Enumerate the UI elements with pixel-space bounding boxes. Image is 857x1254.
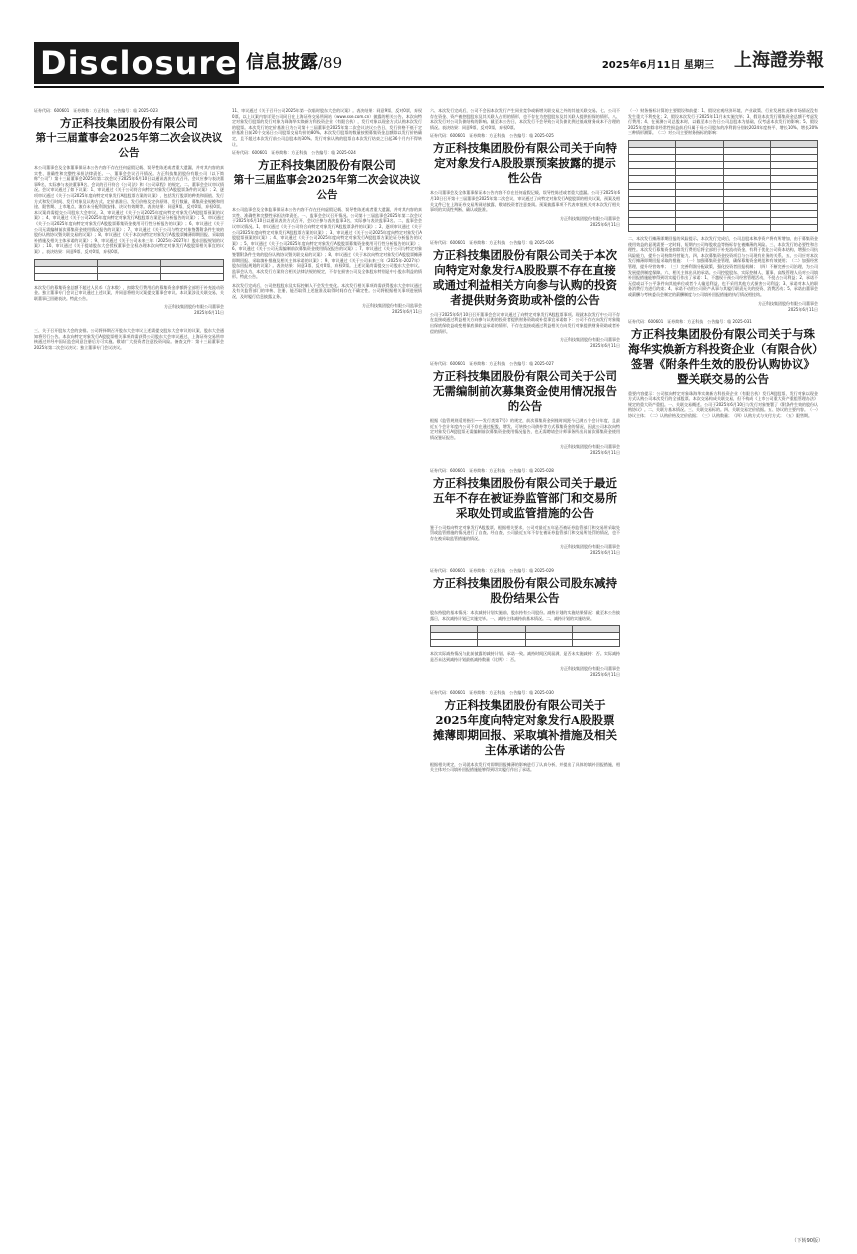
- section-title: [246, 48, 342, 74]
- notice-dilution: [430, 690, 620, 773]
- notice-title: 方正科技集团股份有限公司关于2025年度向特定对象发行A股股票摊薄即期回报、采取填补措施及相关主体承诺的公告: [433, 697, 617, 757]
- notice-title: 方正科技集团股份有限公司 第十三届董事会2025年第二次会议决议公告: [35, 116, 223, 159]
- notice-code: 证券代码：600601 证券简称：方正科技 公告编号：临 2025-028: [430, 467, 554, 473]
- signature: 方正科技集团股份有限公司监事会 2025年6月11日: [362, 302, 422, 314]
- notice-body-continued: 六、本次发行完成后，公司不会因本次发行产生同业竞争或新增关联交易之外的其他关联交易。七、公司不存在资金、资产被控股股东及其关联人占用的情形，也不存在为控股股东及其关联人提供担保的情形。八、本次发行对公司负债结构的影响。截至本公告日，本次发行不会导致公司负债比例过低或财务成本不合理的情况。表决结果：同意9票，反对0票，弃权0票。: [430, 108, 620, 130]
- financial-table: [34, 259, 224, 281]
- signature: 方正科技集团股份有限公司董事会 2025年6月11日: [560, 215, 620, 227]
- column-4: [628, 108, 818, 1236]
- notice-body-continued: 三、关于召开股东大会的安排。公司将择期召开股东大会审议上述需提交股东大会审议的议案，股东大会通知将另行公告。本次向特定对象发行A股股票相关事项尚需获得公司股东大会审议通过、上海证券交易所审核通过并经中国证监会同意注册后方可实施。敬请广大投资者注意投资风险。备查文件：第十三届董事会2025年第二次会议决议；独立董事专门会议决议。: [34, 328, 224, 351]
- notice-shareholder-reduction: [430, 568, 620, 677]
- notice-subscription-agreement: [628, 319, 818, 419]
- page-header: [34, 42, 824, 88]
- notice-body: 本次发行的募集资金总额不超过人民币（含本数），扣除发行费用后的募集资金净额将全部用于补充流动资金。独立董事专门会议已审议通过上述议案，并同意将相关议案提交董事会审议。本议案涉及关联交易，关联董事已回避表决。特此公告。: [34, 284, 224, 301]
- notice-code: 证券代码：600601 证券简称：方正科技 公告编号：临 2025-024: [232, 150, 356, 156]
- signature: 方正科技集团股份有限公司董事会 2025年6月11日: [560, 443, 620, 455]
- financial-impact-table: [628, 140, 818, 232]
- notice-code: 证券代码：600601 证券简称：方正科技 公告编号：临 2025-029: [430, 568, 554, 574]
- notice-body-continued: 11、审议通过《关于召开公司2025年第一次临时股东大会的议案》。表决结果：同意9票，反对0票，弃权0票。以上议案内容详见公司同日在上海证券交易所网站（www.sse.com.cn）披露的相关公告。本次向特定对象发行股票的发行对象为珠海华实焕新方科投资企业（有限合伙），发行对象以现金方式认购本次发行的股票。本次发行的定价基准日为公司第十三届董事会2025年第二次会议决议公告日，发行价格不低于定价基准日前20个交易日公司股票交易均价的80%。本次发行股票的数量按照募集资金总额除以发行价格确定，且不超过本次发行前公司总股本的30%。发行对象认购的股票自本次发行结束之日起36个月内不得转让。: [232, 108, 422, 147]
- continued-footer: （下转90版）: [791, 1238, 823, 1244]
- signature: 方正科技集团股份有限公司董事会 2025年6月11日: [560, 544, 620, 556]
- notice-title: 方正科技集团股份有限公司关于本次向特定对象发行A股股票不存在直接或通过利益相关方向参与认购的投资者提供财务资助或补偿的公告: [433, 247, 617, 307]
- notice-body: 鉴于公司拟向特定对象发行A股股票，根据相关要求，公司对最近五年是否被证券监管部门和交易所采取处罚或监管措施的情况进行了自查。经自查，公司最近五年不存在被证券监管部门和交易所处罚的情况，也不存在被采取监管措施的情况。: [430, 524, 620, 541]
- notice-body: 重要内容提示：公司拟向特定对象珠海华实焕新方科投资企业（有限合伙）发行A股股票，发行对象以现金方式认购公司本次发行的全部股票。本次交易构成关联交易，但不构成《上市公司重大资产重组管理办法》规定的重大资产重组。一、关联交易概述。公司于2025年6月10日与发行对象签署了《附条件生效的股份认购协议》。二、关联方基本情况。三、关联交易标的。四、关联交易定价依据。五、协议的主要内容。（一）协议主体；（二）认购价格及定价依据；（三）认购数量；（四）认购方式与支付方式；（五）限售期。: [628, 390, 818, 418]
- notice-body-continued: （一）财务指标计算的主要假设和前提：1、假设宏观经济环境、产业政策、行业发展状况和市场情况没有发生重大不利变化；2、假设本次发行于2025年11月末实施完毕；3、假设本次发行募集资金总额不考虑发行费用；4、在预测公司总股本时，以截至本公告日公司总股本为基础，仅考虑本次发行的影响；5、假设2025年度扣除非经常性损益前后归属于母公司股东的净利润分别较2024年度持平、增长10%、增长20%三种情形测算。（二）对公司主要财务指标的影响：: [628, 108, 818, 136]
- notice-no-penalties: [430, 468, 620, 557]
- column-1: [34, 108, 224, 1236]
- notice-code: 证券代码：600601 证券简称：方正科技 公告编号：临 2025-031: [628, 318, 752, 324]
- notice-code: 证券代码：600601 证券简称：方正科技 公告编号：临 2025-027: [430, 361, 554, 367]
- notice-code: 证券代码：600601 证券简称：方正科技 公告编号：临 2025-026: [430, 239, 554, 245]
- notice-body: 本公司监事会及全体监事保证本公告内容不存在任何虚假记载、误导性陈述或者重大遗漏，并对其内容的真实性、准确性和完整性承担法律责任。一、监事会会议召开情况。公司第十三届监事会2025年第二次会议于2025年6月10日以通讯表决方式召开，会议应参与表决监事3名，实际参与表决监事3名。二、监事会会议审议情况。1、审议通过《关于公司符合向特定对象发行A股股票条件的议案》；2、逐项审议通过《关于公司2025年度向特定对象发行A股股票方案的议案》；3、审议通过《关于公司2025年度向特定对象发行A股股票预案的议案》；4、审议通过《关于公司2025年度向特定对象发行A股股票方案论证分析报告的议案》；5、审议通过《关于公司2025年度向特定对象发行A股股票募集资金使用可行性分析报告的议案》；6、审议通过《关于公司无需编制前次募集资金使用情况报告的议案》；7、审议通过《关于公司与特定对象签署附条件生效的股份认购协议暨关联交易的议案》；8、审议通过《关于本次向特定对象发行A股股票摊薄即期回报、采取填补措施及相关主体承诺的议案》；9、审议通过《关于公司未来三年（2025年-2027年）股东回报规划的议案》。表决结果：同意3票，反对0票，弃权0票。上述议案尚需提交公司股东大会审议。监事会认为，本次发行方案符合相关法律法规的规定，不存在损害公司及全体股东特别是中小股东利益的情形。特此公告。: [232, 207, 422, 280]
- notice-body: 本次实际减持情况与此前披露的减持计划、承诺一致。减持时间区间届满，是否未实施减持：否。实际减持是否未达到减持计划最低减持数量（比例）：否。: [430, 651, 620, 663]
- notice-body: 本公司董事会及全体董事保证本公告内容不存在任何虚假记载、误导性陈述或者重大遗漏，并对其内容的真实性、准确性和完整性承担法律责任。一、董事会会议召开情况。方正科技集团股份有限公司（以下简称“公司”）第十三届董事会2025年第二次会议于2025年6月10日以通讯表决方式召开。会议应参与表决董事9名，实际参与表决董事9名，会议的召开符合《公司法》和《公司章程》的规定。二、董事会会议审议情况。会议审议通过了如下议案：1、审议通过《关于公司符合向特定对象发行A股股票条件的议案》；2、逐项审议通过《关于公司2025年度向特定对象发行A股股票方案的议案》，包括发行股票的种类和面值、发行方式和发行时间、发行对象及认购方式、定价基准日、发行价格及定价原则、发行数量、募集资金规模和用途、限售期、上市地点、滚存未分配利润安排、决议有效期等。表决结果：同意9票，反对0票，弃权0票。本议案尚需提交公司股东大会审议。3、审议通过《关于公司2025年度向特定对象发行A股股票预案的议案》；4、审议通过《关于公司2025年度向特定对象发行A股股票方案论证分析报告的议案》；5、审议通过《关于公司2025年度向特定对象发行A股股票募集资金使用可行性分析报告的议案》；6、审议通过《关于公司无需编制前次募集资金使用情况报告的议案》；7、审议通过《关于公司与特定对象签署附条件生效的股份认购协议暨关联交易的议案》；8、审议通过《关于本次向特定对象发行A股股票摊薄即期回报、采取填补措施及相关主体承诺的议案》；9、审议通过《关于公司未来三年（2025年-2027年）股东回报规划的议案》；10、审议通过《关于提请股东大会授权董事会全权办理本次向特定对象发行A股股票相关事宜的议案》。表决结果：同意9票，反对0票，弃权0票。: [34, 165, 224, 254]
- notice-body: 本公司董事会及全体董事保证本公告内容不存在任何虚假记载、误导性陈述或者重大遗漏。公司于2025年6月10日召开第十三届董事会2025年第二次会议，审议通过了向特定对象发行A股股票的相关议案，预案及相关文件已在上海证券交易所网站披露，敬请投资者注意查阅。预案披露事项不代表审批机关对本次发行相关事项的实质性判断、确认或批准。: [430, 190, 620, 213]
- notice-board-resolution: [34, 108, 224, 316]
- signature: 方正科技集团股份有限公司董事会 2025年6月11日: [560, 337, 620, 349]
- notice-title: 方正科技集团股份有限公司关于与珠海华实焕新方科投资企业（有限合伙）签署《附条件生效的股份认购协议》暨关联交易的公告: [628, 326, 818, 386]
- notice-title: 方正科技集团股份有限公司关于最近五年不存在被证券监管部门和交易所采取处罚或监管措施的公告: [433, 475, 617, 520]
- notice-code: 证券代码：600601 证券简称：方正科技 公告编号：临 2025-023: [34, 108, 158, 113]
- holding-table: [430, 625, 620, 647]
- signature: 方正科技集团股份有限公司董事会 2025年6月11日: [164, 304, 224, 316]
- column-2: [232, 108, 422, 1236]
- notice-title: 方正科技集团股份有限公司关于公司无需编制前次募集资金使用情况报告的公告: [433, 369, 617, 414]
- issue-date: 2025年6月11日 星期三: [601, 60, 714, 71]
- notice-title: 方正科技集团股份有限公司股东减持股份结果公告: [433, 576, 617, 606]
- column-3: [430, 108, 620, 1236]
- section-name: 信息披露: [246, 52, 318, 73]
- signature: 方正科技集团股份有限公司董事会 2025年6月11日: [758, 300, 818, 312]
- notice-no-financial-assistance: [430, 240, 620, 349]
- notice-body: 根据相关规定，公司就本次发行对即期回报摊薄的影响进行了认真分析，并提出了具体的填补回报措施，相关主体对公司填补回报措施能够得到切实履行作出了承诺。: [430, 761, 620, 773]
- signature: 方正科技集团股份有限公司董事会 2025年6月11日: [560, 665, 620, 677]
- disclosure-banner: Disclosure: [34, 42, 239, 84]
- notice-title: 方正科技集团股份有限公司关于向特定对象发行A股股票预案披露的提示性公告: [433, 141, 617, 186]
- notice-body: 根据《监管规则适用指引——发行类第7号》的规定，前次募集资金到账时间距今已满五个会计年度，且最近五个会计年度内公司不存在通过配股、增发、可转换公司债券等方式募集资金的情况，因此公司本次向特定对象发行A股股票无需编制前次募集资金使用情况报告，也无需聘请会计师事务所出具前次募集资金使用情况鉴证报告。: [430, 418, 620, 440]
- notice-code: 证券代码：600601 证券简称：方正科技 公告编号：临 2025-025: [430, 133, 554, 139]
- notice-no-fund-usage-report: [430, 361, 620, 455]
- notice-body-continued: 二、本次发行摊薄即期回报的风险提示。本次发行完成后，公司总股本和净资产将有所增加，由于募集资金使用效益的显现需要一定时间，短期内公司每股收益等指标存在被摊薄的风险。三、本次发行的必要性和合理性。本次发行募集资金扣除发行费用后将全部用于补充流动资金，有利于优化公司资本结构，增强公司抗风险能力，提升公司持续经营能力。四、本次募集资金投资项目与公司现有业务的关系。五、公司应对本次发行摊薄即期回报采取的措施：（一）加强募集资金管理，确保募集资金规范和有效使用；（二）加强经营管理，提升经营效率；（三）完善利润分配政策，强化投资者回报机制；（四）不断完善公司治理，为公司发展提供制度保障。六、相关主体出具的承诺。公司控股股东、实际控制人、董事、高级管理人员对公司填补回报措施能够得到切实履行作出了承诺：1、不越权干预公司经营管理活动，不侵占公司利益；2、承诺不无偿或以不公平条件向其他单位或者个人输送利益，也不采用其他方式损害公司利益；3、承诺对本人的职务消费行为进行约束；4、承诺不动用公司资产从事与其履行职责无关的投资、消费活动；5、承诺由董事会或薪酬与考核委员会制定的薪酬制度与公司填补回报措施的执行情况相挂钩。: [628, 235, 818, 297]
- notice-supervisory-resolution: [232, 150, 422, 315]
- notice-issuance-plan: [430, 133, 620, 227]
- notice-body: 股东持股的基本情况：本次减持计划实施前，股东持有公司股份。减持计划的实施结果情况：截至本公告披露日，本次减持计划已实施完毕。一、减持主体减持前基本情况。二、减持计划的实施结果。: [430, 610, 620, 621]
- newspaper-logo: 上海證券報: [734, 50, 824, 71]
- notice-body: 公司于2025年6月10日召开董事会会议审议通过了向特定对象发行A股股票事项。现就本次发行中公司不存在直接或通过利益相关方向参与认购的投资者提供财务资助或补偿事宜承诺如下：公司不存在向发行对象做出保底保收益或变相保底保收益承诺的情形，不存在直接或通过利益相关方向发行对象提供财务资助或者补偿的情形。: [430, 311, 620, 334]
- header-rule: [34, 86, 824, 88]
- page-number: /89: [318, 54, 343, 72]
- notice-title: 方正科技集团股份有限公司 第十三届监事会2025年第二次会议决议公告: [233, 158, 421, 202]
- notice-code: 证券代码：600601 证券简称：方正科技 公告编号：临 2025-030: [430, 689, 554, 695]
- notice-body: 本次发行完成后，公司控股股东及实际控制人不会发生变化。本次发行相关事项尚需获得股东大会审议通过及有关监管部门的审核、注册，能否取得上述批准及取得时间存在不确定性。公司将根据相关事项进展情况，及时履行信息披露义务。: [232, 282, 422, 300]
